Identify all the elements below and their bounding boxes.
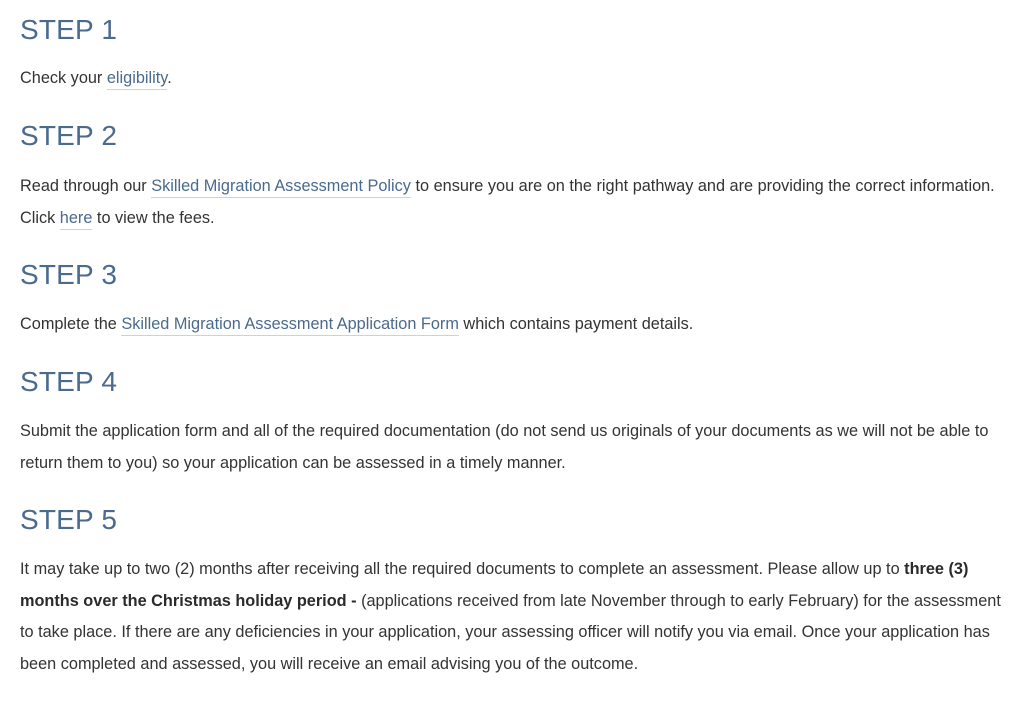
step-2-title: STEP 2 bbox=[20, 120, 118, 151]
step-3-title: STEP 3 bbox=[20, 259, 118, 290]
step-3-text-before: Complete the bbox=[20, 315, 122, 333]
step-2-body bbox=[20, 171, 1005, 234]
step-5-text-before: It may take up to two (2) months after receiving all the required documents to complete an assessment. Please allow up to bbox=[20, 560, 905, 578]
step-1-title: STEP 1 bbox=[20, 14, 118, 45]
application-form-link[interactable]: Skilled Migration Assessment Application Form bbox=[121, 315, 459, 336]
step-5-text-after: (applications received from late November through to early February) for the assessment to take place. If there are any deficiencies in your application, your assessing officer will notify you via email. Once your application has been completed and assessed, you will receive an email advising you of the outcome. bbox=[20, 591, 1001, 673]
step-4-body: Submit the application form and all of the required documentation (do not send us originals of your documents as we will not be able to return them to you) so your application can be assessed in a timely manner. bbox=[20, 422, 989, 472]
assessment-policy-link[interactable]: Skilled Migration Assessment Policy bbox=[151, 177, 411, 198]
step-3-text-after: which contains payment details. bbox=[458, 315, 694, 333]
step-5-body bbox=[20, 554, 1005, 680]
step-4-title: STEP 4 bbox=[20, 366, 118, 397]
fees-here-link[interactable]: here bbox=[60, 209, 93, 230]
step-1-text-after: . bbox=[167, 69, 172, 87]
eligibility-link[interactable]: eligibility bbox=[107, 69, 167, 90]
step-1-body bbox=[20, 63, 172, 95]
step-2-text-before: Read through our bbox=[20, 177, 152, 195]
step-3-body bbox=[20, 309, 693, 341]
step-2-text-middle: to ensure you are on the right pathway and are providing the correct information. Click bbox=[20, 177, 1000, 227]
step-2-text-after: to view the fees. bbox=[92, 208, 215, 227]
step-1-text-before: Check your bbox=[20, 69, 107, 87]
step-5-bold-text: three (3) months over the Christmas holiday period - bbox=[20, 560, 969, 610]
step-5-title: STEP 5 bbox=[20, 504, 118, 535]
